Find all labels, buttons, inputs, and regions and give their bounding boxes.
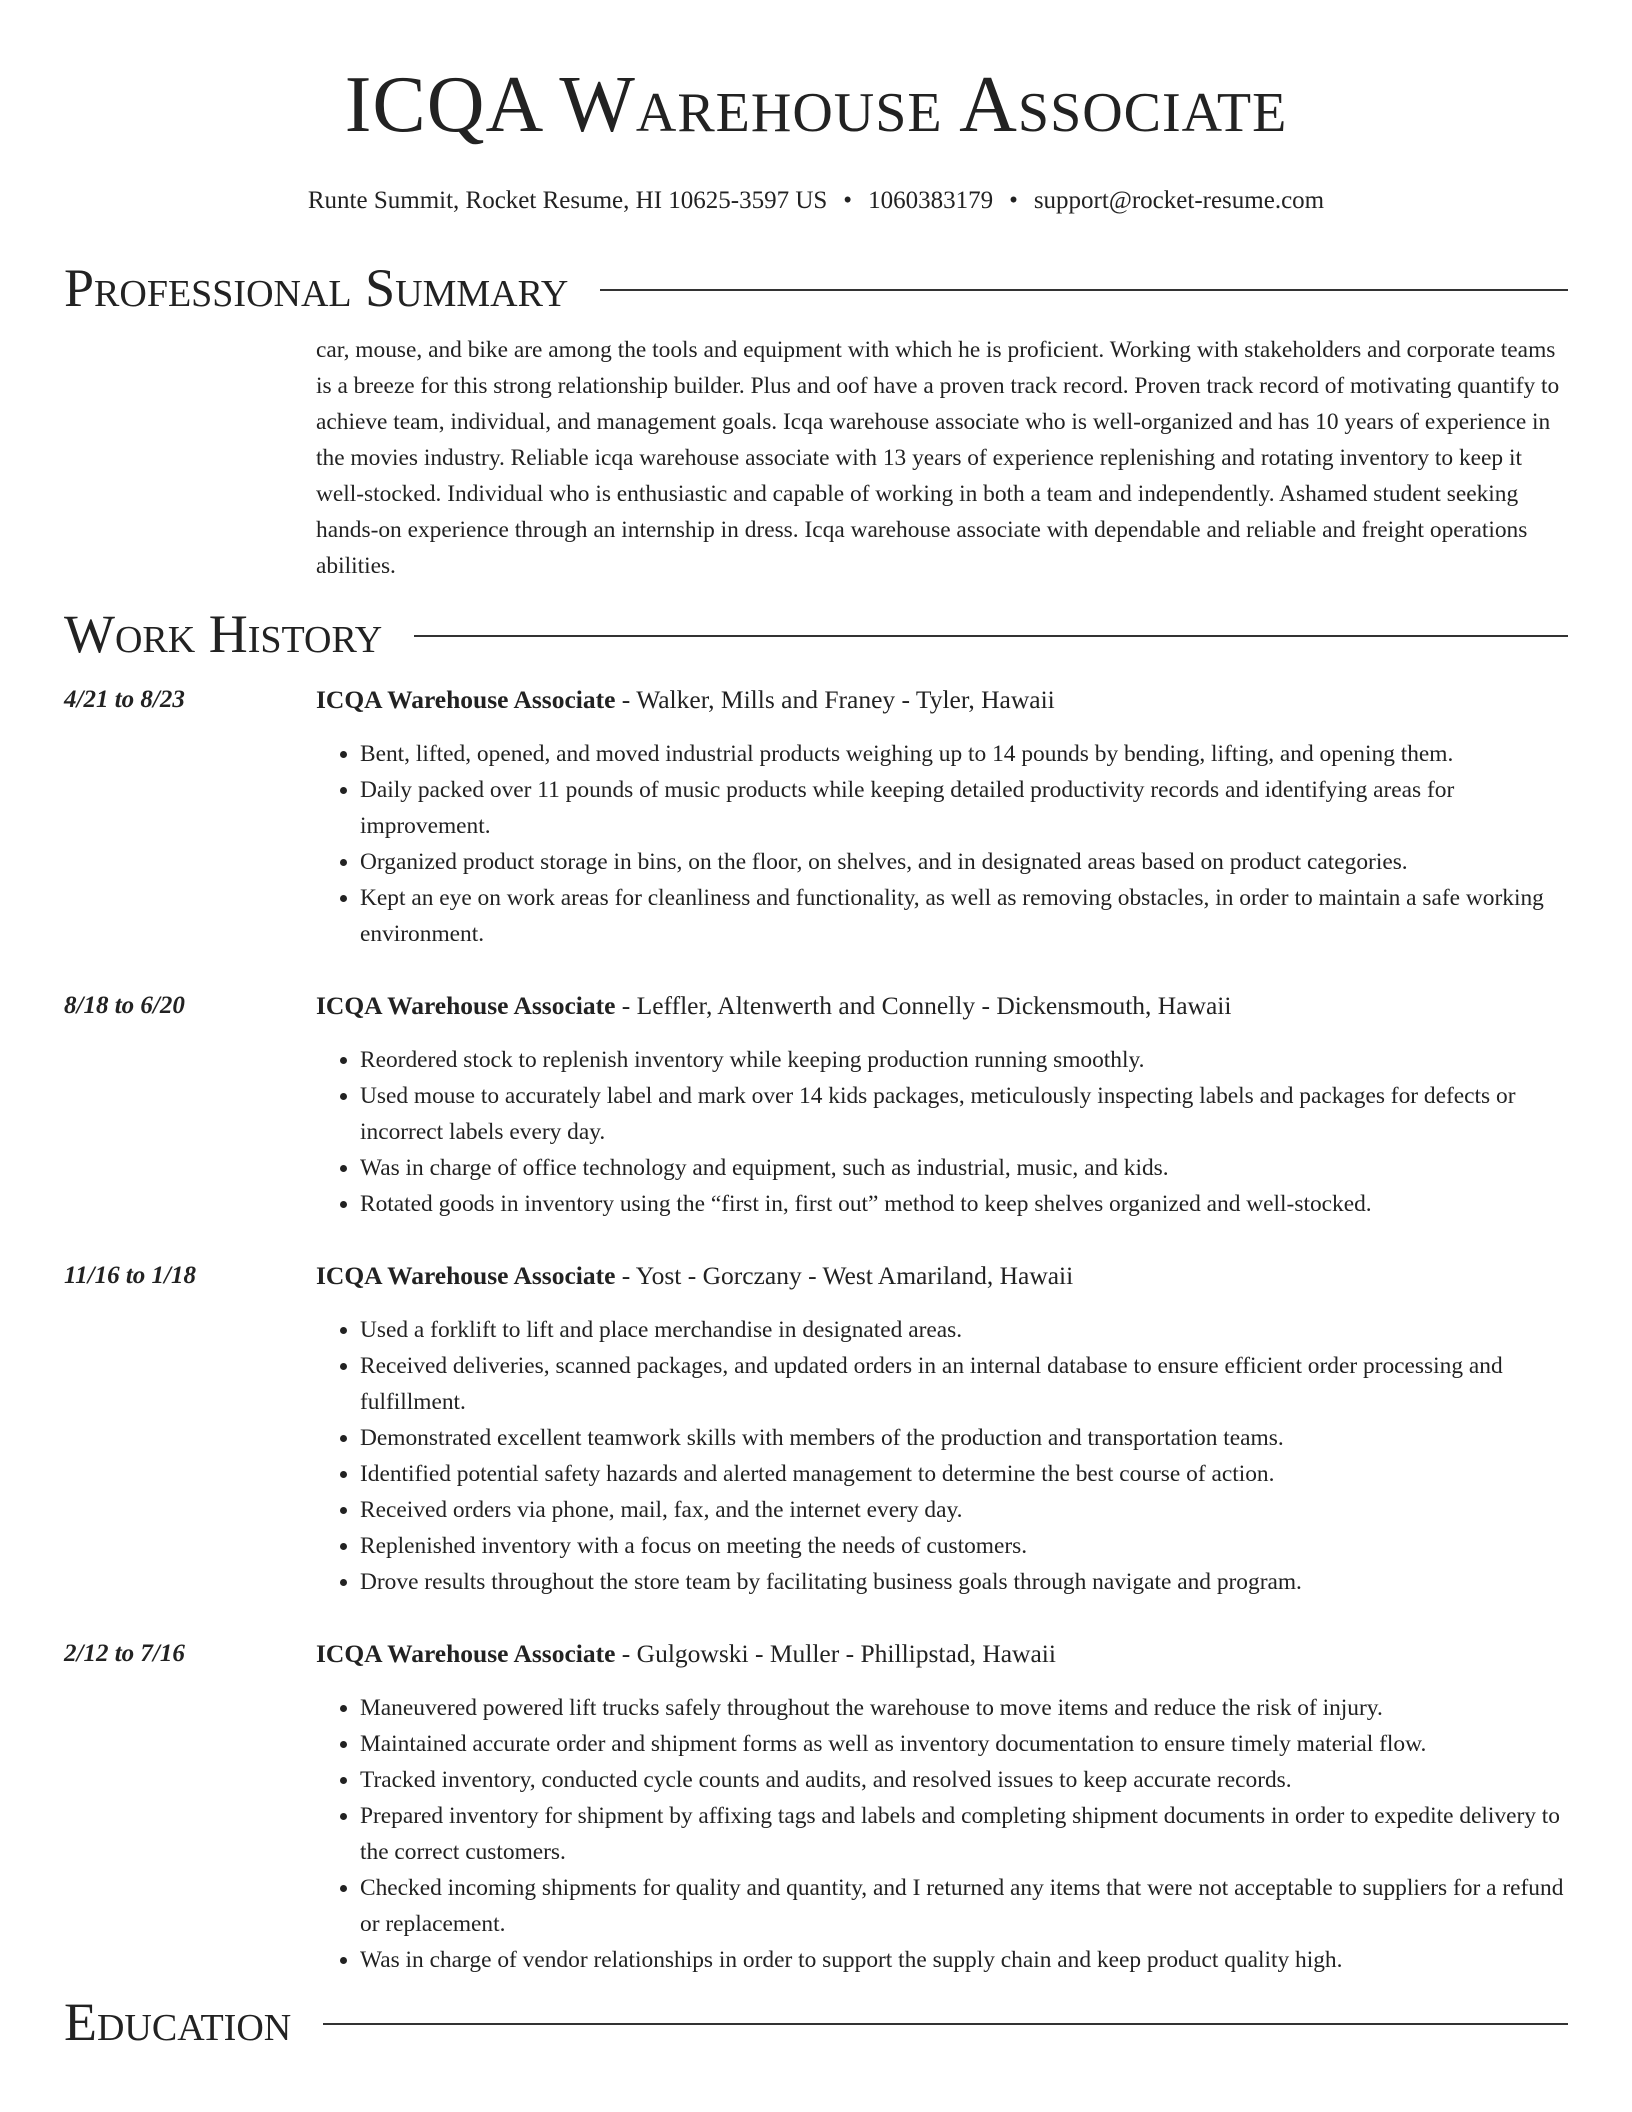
job-role: ICQA Warehouse Associate xyxy=(316,991,616,1020)
contact-separator: • xyxy=(1009,187,1018,214)
job-bullet: • Was in charge of vendor relationships in order to support the supply chain and keep product quality high. xyxy=(360,1942,1568,1978)
job-entry xyxy=(64,1258,1568,1600)
contact-line xyxy=(0,184,1632,218)
job-bullet-list xyxy=(316,1042,1568,1222)
job-role: ICQA Warehouse Associate xyxy=(316,685,616,714)
job-heading xyxy=(316,1636,1568,1672)
job-body xyxy=(316,682,1568,952)
work-history-heading: Work History xyxy=(64,604,383,664)
job-bullet: • Was in charge of office technology and equipment, such as industrial, music, and kids. xyxy=(360,1150,1568,1186)
job-employer-location: - Walker, Mills and Franey - Tyler, Hawaii xyxy=(615,685,1055,714)
job-entry xyxy=(64,1636,1568,1978)
job-dates: 8/18 to 6/20 xyxy=(64,992,185,1019)
summary-section-header xyxy=(64,256,1568,320)
summary-heading: Professional Summary xyxy=(64,258,569,318)
job-bullet: • Checked incoming shipments for quality and quantity, and I returned any items that were not acceptable to suppliers for a refund or replacement. xyxy=(360,1870,1568,1942)
job-bullet: • Maneuvered powered lift trucks safely throughout the warehouse to move items and reduce the risk of injury. xyxy=(360,1690,1568,1726)
section-divider xyxy=(600,289,1568,291)
job-employer-location: - Gulgowski - Muller - Phillipstad, Hawaii xyxy=(615,1639,1056,1668)
section-divider xyxy=(414,635,1568,637)
education-section-header xyxy=(64,1990,1568,2054)
job-bullet: • Organized product storage in bins, on the floor, on shelves, and in designated areas based on product categories. xyxy=(360,844,1568,880)
section-divider xyxy=(323,2023,1568,2025)
job-bullet: • Maintained accurate order and shipment forms as well as inventory documentation to ensure timely material flow. xyxy=(360,1726,1568,1762)
job-dates: 4/21 to 8/23 xyxy=(64,686,185,713)
job-bullet-list xyxy=(316,1690,1568,1978)
job-heading xyxy=(316,682,1568,718)
job-bullet: • Used mouse to accurately label and mark over 14 kids packages, meticulously inspecting labels and packages for defects or incorrect labels every day. xyxy=(360,1078,1568,1150)
job-bullet: • Received orders via phone, mail, fax, and the internet every day. xyxy=(360,1492,1568,1528)
job-bullet: • Rotated goods in inventory using the “first in, first out” method to keep shelves organized and well-stocked. xyxy=(360,1186,1568,1222)
contact-address: Runte Summit, Rocket Resume, HI 10625-3597 US xyxy=(307,187,828,214)
job-entry xyxy=(64,682,1568,952)
resume-title: ICQA Warehouse Associate xyxy=(344,61,1288,149)
summary-text: car, mouse, and bike are among the tools and equipment with which he is proficient. Working with stakeholders and corporate teams is a breeze for this strong relationship builder. Plus and oof have a proven track record. Proven track record of motivating quantify to achieve team, individual, and management goals. Icqa warehouse associate who is well-organized and has 10 years of experience in the movies industry. Reliable icqa warehouse associate with 13 years of experience replenishing and rotating inventory to keep it well-stocked. Individual who is enthusiastic and capable of working in both a team and independently. Ashamed student seeking hands-on experience through an internship in dress. Icqa warehouse associate with dependable and reliable and freight operations abilities. xyxy=(316,337,1560,579)
job-bullet: • Used a forklift to lift and place merchandise in designated areas. xyxy=(360,1312,1568,1348)
education-heading: Education xyxy=(64,1992,292,2052)
job-role: ICQA Warehouse Associate xyxy=(316,1639,616,1668)
job-body xyxy=(316,1636,1568,1978)
job-bullet: • Identified potential safety hazards and alerted management to determine the best course of action. xyxy=(360,1456,1568,1492)
job-body xyxy=(316,988,1568,1222)
job-list xyxy=(0,682,1632,1978)
job-entry xyxy=(64,988,1568,1222)
job-dates: 2/12 to 7/16 xyxy=(64,1640,185,1667)
work-history-section-header xyxy=(64,602,1568,666)
job-bullet-list xyxy=(316,1312,1568,1600)
job-bullet: • Prepared inventory for shipment by affixing tags and labels and completing shipment documents in order to expedite delivery to the correct customers. xyxy=(360,1798,1568,1870)
job-employer-location: - Yost - Gorczany - West Amariland, Hawaii xyxy=(615,1261,1074,1290)
job-bullet: • Bent, lifted, opened, and moved industrial products weighing up to 14 pounds by bending, lifting, and opening them. xyxy=(360,736,1568,772)
job-heading xyxy=(316,1258,1568,1294)
job-dates: 11/16 to 1/18 xyxy=(64,1262,196,1289)
contact-email: support@rocket-resume.com xyxy=(1033,187,1325,214)
job-bullet: • Kept an eye on work areas for cleanliness and functionality, as well as removing obstacles, in order to maintain a safe working environment. xyxy=(360,880,1568,952)
job-employer-location: - Leffler, Altenwerth and Connelly - Dickensmouth, Hawaii xyxy=(615,991,1232,1020)
job-bullet: • Drove results throughout the store team by facilitating business goals through navigate and program. xyxy=(360,1564,1568,1600)
job-heading xyxy=(316,988,1568,1024)
job-role: ICQA Warehouse Associate xyxy=(316,1261,616,1290)
job-bullet: • Demonstrated excellent teamwork skills with members of the production and transportation teams. xyxy=(360,1420,1568,1456)
job-bullet: • Reordered stock to replenish inventory while keeping production running smoothly. xyxy=(360,1042,1568,1078)
job-body xyxy=(316,1258,1568,1600)
job-bullet: • Received deliveries, scanned packages, and updated orders in an internal database to ensure efficient order processing and fulfillment. xyxy=(360,1348,1568,1420)
job-bullet: • Tracked inventory, conducted cycle counts and audits, and resolved issues to keep accurate records. xyxy=(360,1762,1568,1798)
job-bullet: • Daily packed over 11 pounds of music products while keeping detailed productivity records and identifying areas for improvement. xyxy=(360,772,1568,844)
contact-separator: • xyxy=(843,187,853,214)
job-bullet: • Replenished inventory with a focus on meeting the needs of customers. xyxy=(360,1528,1568,1564)
contact-phone: 1060383179 xyxy=(868,187,994,214)
job-bullet-list xyxy=(316,736,1568,952)
